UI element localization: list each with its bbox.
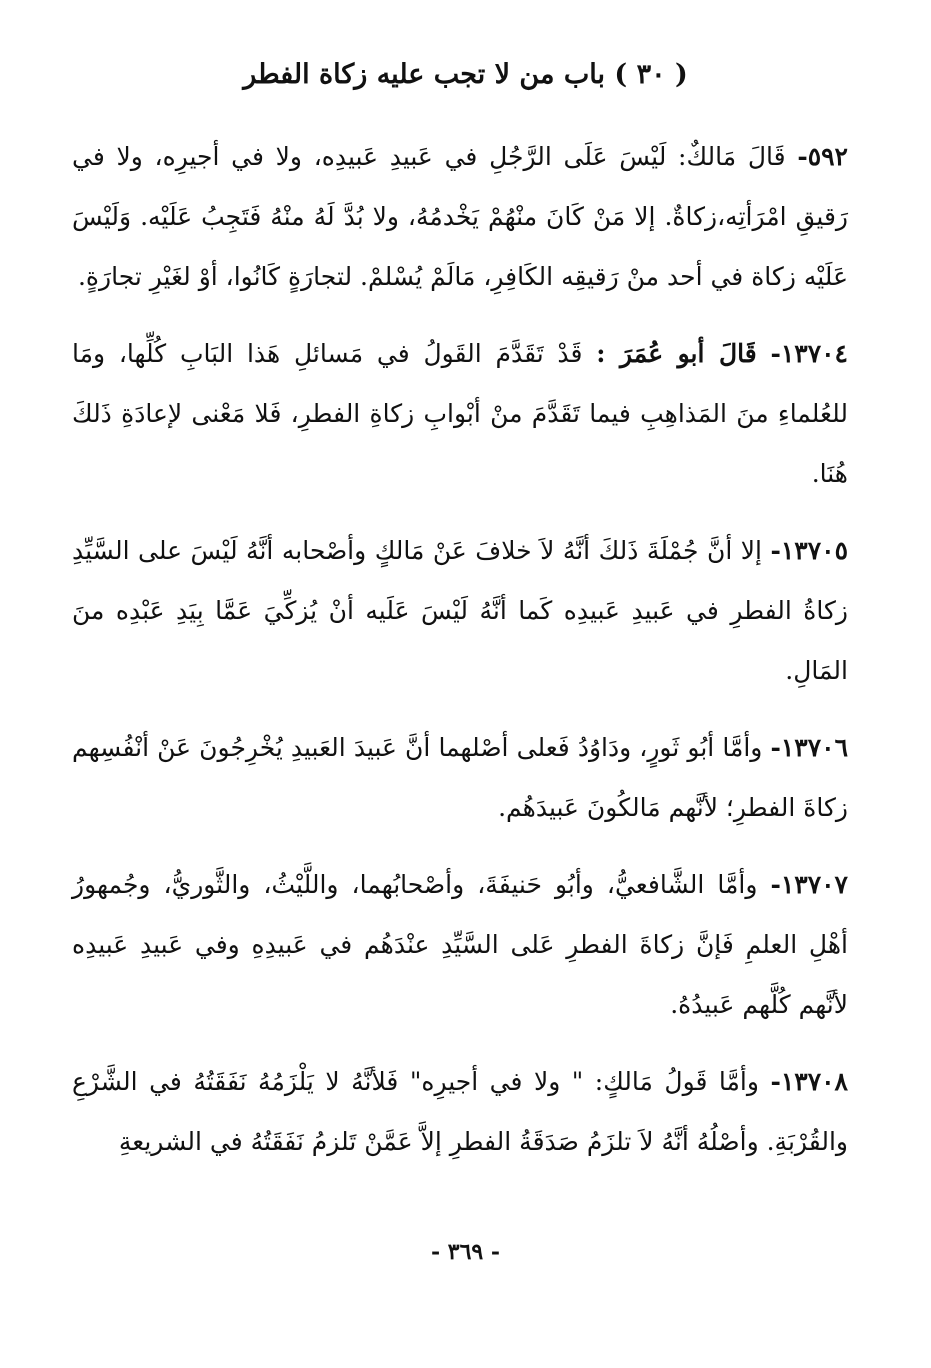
paragraph-number: ١٣٧٠٨- [770,1067,848,1096]
paragraph-number: ١٣٧٠٤- [770,339,848,368]
paragraph-number: ١٣٧٠٦- [770,733,848,762]
paragraph-number: ١٣٧٠٧- [770,870,848,899]
paragraph-13705 [72,521,848,701]
paragraph-text: وأمَّا قَولُ مَالكٍ: " ولا في أجيرِه" فَلأنَّهُ لا يَلْزَمُهُ نَفَقَتُهُ في الشَّرْعِ والقُرْبَةِ. وأصْلُهُ أنَّهُ لاَ تلزَمُ صَدَقَةُ الفطرِ إلاَّ عَمَّنْ تَلزمُ نَفَقَتُهُ في الشريعةِ [72,1067,848,1156]
paragraph-13706 [72,718,848,838]
paragraph-13704 [72,324,848,504]
paragraph-lead: قَالَ أبو عُمَرَ : [596,339,757,368]
paragraph-text: وأمَّا الشَّافعيُّ، وأبُو حَنيفَةَ، وأصْحابُهما، واللَّيْثُ، والثَّوريُّ، وجُمهورُ أهْلِ العلمِ فَإنَّ زكاةَ الفطرِ عَلى السَّيِّدِ عنْدَهُم في عَبيدِهِ وفي عَبيدِ عَبيدِه لأنَّهم كُلَّهم عَبيدُهُ. [72,870,848,1019]
paragraph-13708 [72,1052,848,1172]
paragraph-592 [72,127,848,307]
paragraph-text: قَالَ مَالكٌ: لَيْسَ عَلَى الرَّجُلِ في عَبيدِ عَبيدِه، ولا في أجيرِه، ولا في رَقيقِ امْرَأتِه،زكاةٌ. إلا مَنْ كَانَ منْهُمْ يَخْدمُهُ، ولا بُدَّ لَهُ منْهُ فَتَجِبُ عَلَيْه. وَلَيْسَ عَلَيْه زكاة في أحد منْ رَقيقِه الكَافِرِ، مَالَمْ يُسْلمْ. لتجارَةٍ كَانُوا، أوْ لغَيْرِ تجارَةٍ. [72,142,848,291]
paragraph-text: قَدْ تَقَدَّمَ القَولُ في مَسائلِ هَذا البَابِ كُلِّها، ومَا للعُلماءِ منَ المَذاهِبِ فيما تَقَدَّمَ منْ أبْوابِ زكاةِ الفطرِ، فَلا مَعْنى لإعادَةِ ذَلكَ هُنَا. [72,339,848,488]
paragraph-text: إلا أنَّ جُمْلَةَ ذَلكَ أنَّهُ لاَ خلافَ عَنْ مَالكٍ وأصْحابه أنَّهُ لَيْسَ على السَّيِّدِ زكاةُ الفطرِ في عَبيدِ عَبيدِه كَما أنَّهُ لَيْسَ عَلَيه أنْ يُزكِّيَ عَمَّا بِيَدِ عَبْدِه منَ المَالِ. [72,536,848,685]
paragraph-number: ٥٩٢- [797,142,848,171]
page-body [72,127,848,1189]
chapter-title: ( ٣٠ ) باب من لا تجب عليه زكاة الفطر [243,59,688,90]
paragraph-text: وأمَّا أبُو ثَورٍ، ودَاوُدُ فَعلى أصْلهما أنَّ عَبيدَ العَبيدِ يُخْرِجُونَ عَنْ أنْفُسِهم زكاةَ الفطرِ؛ لأنَّهم مَالكُونَ عَبيدَهُم. [72,733,848,822]
paragraph-number: ١٣٧٠٥- [770,536,849,565]
paragraph-13707 [72,855,848,1035]
page-number: - ٣٦٩ - [430,1239,501,1265]
